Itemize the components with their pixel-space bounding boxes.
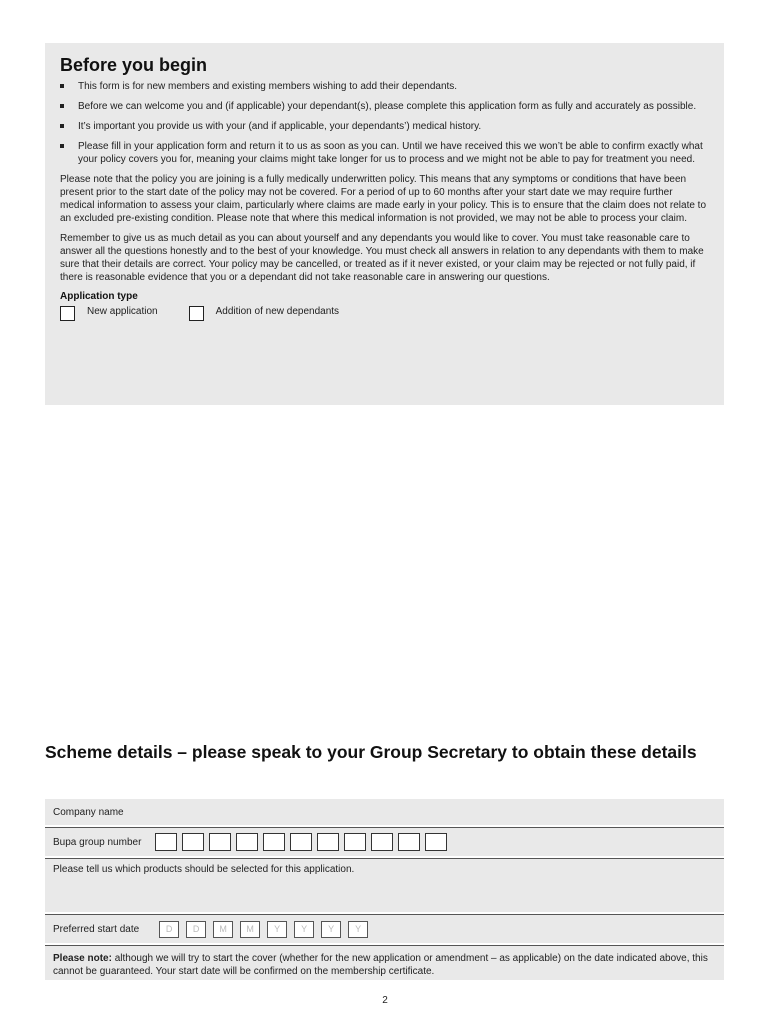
company-name-row[interactable] bbox=[45, 799, 724, 827]
date-year-box[interactable]: Y bbox=[294, 921, 314, 938]
group-number-boxes bbox=[155, 833, 452, 851]
note-bold-label: Please note: bbox=[53, 953, 112, 964]
bullet-item bbox=[60, 100, 709, 113]
bullet-text: Before we can welcome you and (if applicable) your dependant(s), please complete this application form as fully and accurately as possible. bbox=[78, 101, 697, 112]
option-addition-dependants bbox=[189, 306, 339, 321]
digit-box[interactable] bbox=[398, 833, 420, 851]
scheme-details-form bbox=[45, 799, 724, 982]
application-type-heading: Application type bbox=[60, 291, 138, 302]
start-date-note bbox=[45, 945, 724, 982]
company-name-label: Company name bbox=[53, 806, 124, 818]
bullet-item bbox=[60, 140, 709, 166]
products-label: Please tell us which products should be selected for this application. bbox=[53, 864, 355, 875]
reasonable-care-paragraph: Remember to give us as much detail as you can about yourself and any dependants you would like to cover. You must take reasonable care to answer all the questions honestly and to the best of your knowledge. You must check all answers in relation to any dependants with them to make sure that their details are correct. Your policy may be cancelled, or treated as if it never existed, or your claim may be rejected or not fully paid, if there is reasonable evidence that you or a dependant did not take reasonable care in answering our questions. bbox=[60, 233, 704, 283]
digit-box[interactable] bbox=[209, 833, 231, 851]
bullet-icon bbox=[60, 144, 64, 148]
digit-box[interactable] bbox=[371, 833, 393, 851]
digit-box[interactable] bbox=[155, 833, 177, 851]
digit-box[interactable] bbox=[344, 833, 366, 851]
group-number-label: Bupa group number bbox=[53, 836, 142, 848]
bullet-item bbox=[60, 80, 709, 93]
start-date-row bbox=[45, 914, 724, 945]
info-bullet-list bbox=[60, 80, 709, 166]
digit-box[interactable] bbox=[182, 833, 204, 851]
new-application-checkbox[interactable] bbox=[60, 306, 75, 321]
date-year-box[interactable]: Y bbox=[321, 921, 341, 938]
products-row[interactable] bbox=[45, 858, 724, 914]
start-date-boxes bbox=[159, 921, 375, 938]
section-title-scheme-details: Scheme details – please speak to your Group Secretary to obtain these details bbox=[45, 742, 697, 762]
date-month-box[interactable]: M bbox=[240, 921, 260, 938]
note-text: although we will try to start the cover (whether for the new application or amendment – as applicable) on the date indicated above, this cannot be guaranteed. Your start date will be confirmed on the membership certificate. bbox=[53, 953, 708, 977]
start-date-label: Preferred start date bbox=[53, 923, 140, 935]
new-application-label: New application bbox=[87, 306, 158, 317]
section-title-before-you-begin: Before you begin bbox=[60, 55, 208, 75]
digit-box[interactable] bbox=[236, 833, 258, 851]
date-day-box[interactable]: D bbox=[159, 921, 179, 938]
underwriting-paragraph: Please note that the policy you are joining is a fully medically underwritten policy. This means that any symptoms or conditions that have been present prior to the start date of the policy may not be covered. For a period of up to 60 months after your start date we may require further medical information to assess your claim, particularly where claims are made early in your policy. This is to ensure that the claim does not relate to an excluded pre-existing condition. Please note that where this medical information is not provided, we may not be able to process your claim. bbox=[60, 174, 707, 224]
bullet-icon bbox=[60, 104, 64, 108]
date-year-box[interactable]: Y bbox=[267, 921, 287, 938]
date-day-box[interactable]: D bbox=[186, 921, 206, 938]
bullet-item bbox=[60, 120, 709, 133]
date-month-box[interactable]: M bbox=[213, 921, 233, 938]
digit-box[interactable] bbox=[290, 833, 312, 851]
bullet-icon bbox=[60, 124, 64, 128]
digit-box[interactable] bbox=[425, 833, 447, 851]
before-you-begin-panel bbox=[45, 43, 724, 405]
bullet-text: This form is for new members and existing members wishing to add their dependants. bbox=[78, 81, 458, 92]
addition-dependants-checkbox[interactable] bbox=[189, 306, 204, 321]
page-number: 2 bbox=[382, 995, 388, 1006]
option-new-application bbox=[60, 306, 158, 321]
digit-box[interactable] bbox=[317, 833, 339, 851]
group-number-row bbox=[45, 827, 724, 858]
bullet-text: It’s important you provide us with your (and if applicable, your dependants’) medical history. bbox=[78, 121, 482, 132]
bullet-icon bbox=[60, 84, 64, 88]
addition-dependants-label: Addition of new dependants bbox=[215, 306, 340, 317]
application-type-options bbox=[60, 306, 709, 321]
date-year-box[interactable]: Y bbox=[348, 921, 368, 938]
bullet-text: Please fill in your application form and return it to us as soon as you can. Until we have received this we won’t be able to confirm exactly what your policy covers you for, meaning your claims might take longer for us to process and we might not be able to pay for treatment you need. bbox=[78, 141, 703, 165]
digit-box[interactable] bbox=[263, 833, 285, 851]
